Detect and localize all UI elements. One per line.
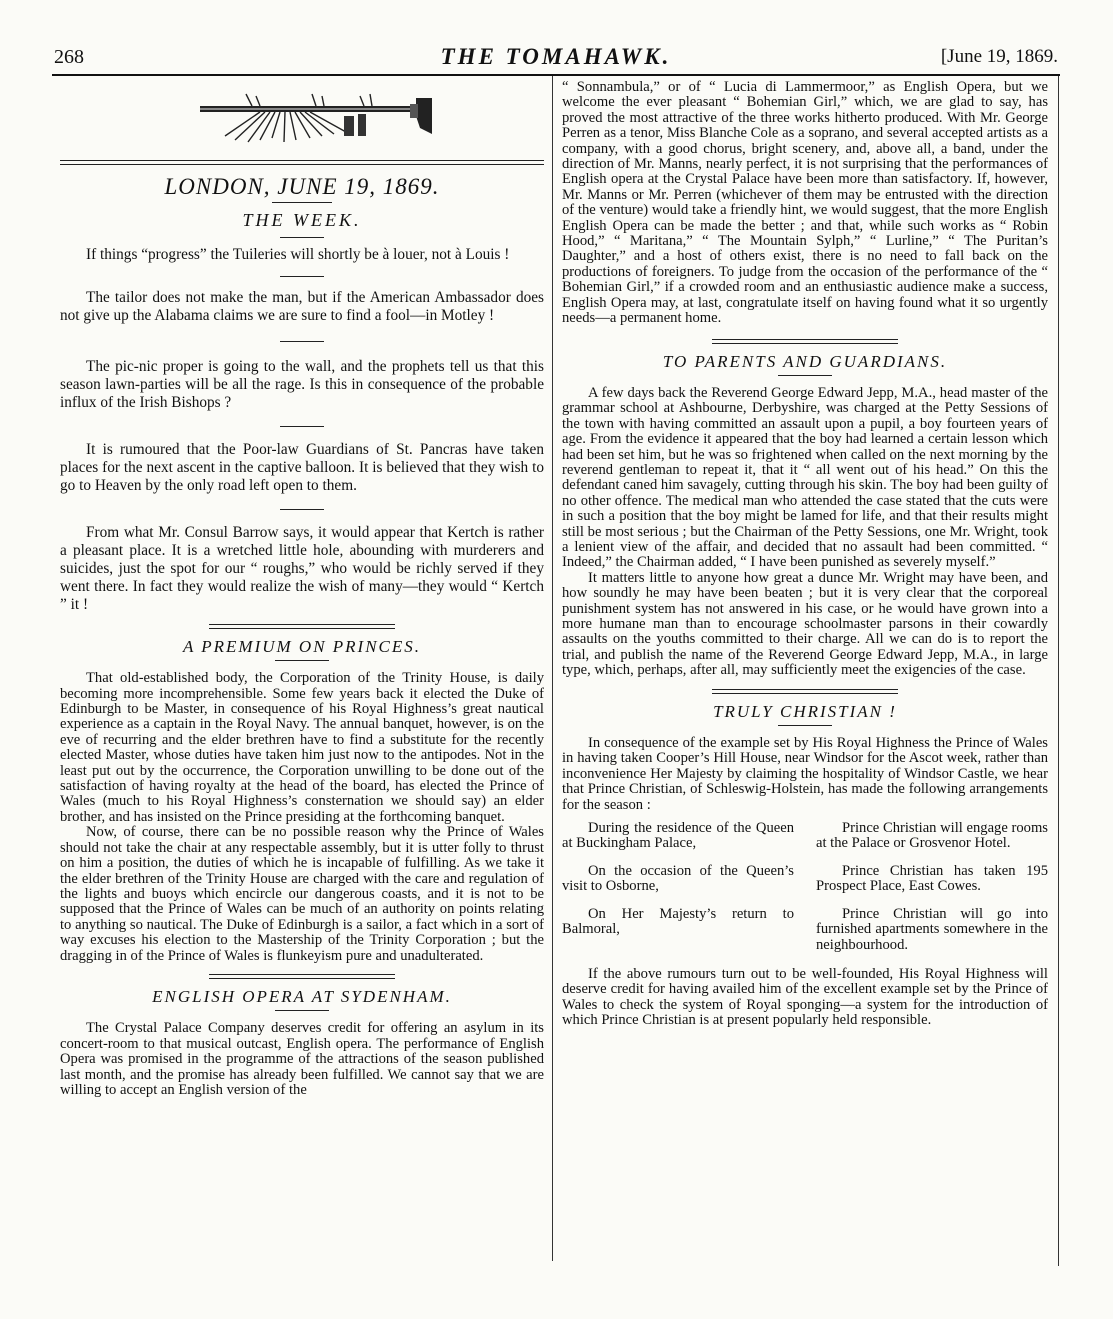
right-column	[562, 80, 1048, 1029]
arrangements-list	[562, 821, 1048, 953]
section-title-english-opera: ENGLISH OPERA AT SYDENHAM.	[152, 986, 452, 1006]
short-rule	[280, 341, 324, 342]
week-item: The tailor does not make the man, but if the American Ambassador does not give up the Alabama claims we are sure to find a fool—in Motley !	[60, 288, 544, 324]
double-rule	[712, 339, 898, 344]
article-paragraph: It matters little to anyone how great a dunce Mr. Wright may have been, and how soundly he may have been beaten ; but it is very clear that the corporeal punishment system has not answered in his case, or he would have grown into a more humane man than to encourage schoolmaster parsons in their cowardly assaults on the youths committed to their charge. All we can do is to report the trial, and publish the name of the Reverend George Edward Jepp, M.A., in large type, which, perhaps, after all, may sufficiently meet the exigencies of the case.	[562, 569, 1048, 679]
right-border	[1058, 76, 1059, 1266]
column-divider	[552, 76, 553, 1261]
arrangement-occasion: On Her Majesty’s return to Balmoral,	[562, 905, 794, 938]
article-paragraph: In consequence of the example set by His Royal Highness the Prince of Wales in having taken Cooper’s Hill House, near Windsor for the Ascot week, rather than inconvenience Her Majesty by claiming the hospitality of Windsor Castle, we hear that Prince Christian, of Schleswig-Holstein, has made the following arrangements for the season :	[562, 735, 1048, 813]
header-rule	[52, 74, 1060, 76]
week-item: From what Mr. Consul Barrow says, it would appear that Kertch is rather a pleasant place. It is a wretched little hole, abounding with murderers and suicides, just the spot for our “ roughs,” who would be richly served if they went there. In fact they would realize the wish of many—they would “ Kertch ” it !	[60, 523, 544, 613]
section-title-parents-and-guardians: TO PARENTS AND GUARDIANS.	[662, 351, 948, 371]
short-rule	[275, 1010, 329, 1011]
week-item: It is rumoured that the Poor-law Guardians of St. Pancras have taken places for the next ascent in the captive balloon. It is believed that they wish to go to Heaven by the only road left open to them.	[60, 440, 544, 494]
masthead-title: THE TOMAHAWK.	[440, 44, 672, 69]
page-number: 268	[54, 46, 84, 68]
newspaper-page	[52, 38, 1060, 1266]
article-paragraph: The Crystal Palace Company deserves credit for offering an asylum in its concert-room to that musical outcast, English opera. The performance of English Opera was promised in the programme of the attractions of the season published last month, and the promise has already been fulfilled. We cannot say that we are willing to accept an English version of the	[60, 1020, 544, 1098]
issue-date: [June 19, 1869.	[940, 46, 1058, 67]
article-paragraph: A few days back the Reverend George Edward Jepp, M.A., head master of the grammar school at Ashbourne, Derbyshire, was charged at the Petty Sessions of the town with having committed an assault upon a pupil, a boy fourteen years of age. From the evidence it appeared that the boy had learned a certain lesson which had been set him, but he was so frightened when called on the next morning by the reverend gentleman to repeat it, that it “ all went out of his head.” On this the defendant caned him savagely, cutting through his skin. The boy had been guilty of no other offence. The medical man who attended the case stated that the cuts were in such a position that the boy might be lamed for life, and that their results might still be most serious ; but the Chairman of the Petty Sessions, one Mr. Wright, took a lenient view of the affair, and decided that no assault had been committed. “ Indeed,” the Chairman added, “ I have been punished as severely myself.”	[562, 384, 1048, 571]
arrangement-plan: Prince Christian has taken 195 Prospect Place, East Cowes.	[816, 862, 1048, 895]
article-paragraph: If the above rumours turn out to be well-founded, His Royal Highness will deserve credit for having availed him of the excellent example set by the Prince of Wales to check the system of Royal sponging—a system for the introduction of which Prince Christian is at present popularly held responsible.	[562, 965, 1048, 1029]
dateline: LONDON, JUNE 19, 1869.	[164, 174, 440, 199]
short-rule	[280, 426, 324, 427]
short-rule	[280, 276, 324, 277]
page-header	[52, 38, 1060, 72]
arrangement-plan: Prince Christian will engage rooms at the Palace or Grosvenor Hotel.	[816, 820, 1048, 852]
short-rule	[272, 202, 332, 203]
article-paragraph: “ Sonnambula,” or of “ Lucia di Lammermoor,” as English Opera, but we welcome the ever pleasant “ Bohemian Girl,” which, we are glad to say, has proved the most attractive of the three works hitherto produced. With Mr. George Perren as a tenor, Miss Blanche Cole as a soprano, and several accepted artists as a company, with a good chorus, bright scenery, and, above all, a band, under the direction of Mr. Manns, nearly perfect, it is not surprising that the performances of English opera at the Crystal Palace have been more than satisfactory. If, however, Mr. Manns or Mr. Perren (whichever of them may be entrusted with the direction of the venture) would take a friendly hint, we would suggest, that the more English English Opera can be made the better ; and that, while such works as “ Robin Hood,” “ Maritana,” “ The Mountain Sylph,” “ Lurline,” “ The Puritan’s Daughter,” and a host of others exist, there is no need to fall back on the productions of foreigners. To judge from the occasion of the performance of the “ Bohemian Girl,” if a crowded room and an enthusiastic audience make a success, English Opera may, at last, congratulate itself on having found what it so urgently needs—a permanent home.	[562, 79, 1048, 327]
left-column	[60, 84, 544, 1098]
section-title-the-week: THE WEEK.	[242, 210, 362, 231]
arrangement-occasion: During the residence of the Queen at Buckingham Palace,	[562, 820, 794, 852]
short-rule	[778, 375, 832, 376]
short-rule	[280, 509, 324, 510]
section-title-truly-christian: TRULY CHRISTIAN !	[713, 701, 897, 721]
double-rule	[60, 160, 544, 165]
double-rule	[209, 974, 395, 979]
double-rule	[712, 689, 898, 694]
section-title-premium-on-princes: A PREMIUM ON PRINCES.	[182, 636, 422, 656]
tomahawk-emblem-icon	[60, 84, 544, 156]
article-paragraph: Now, of course, there can be no possible reason why the Prince of Wales should not take the chair at any respectable assembly, but it is utter folly to thrust on him a position, the duties of which he is incapable of fulfilling. As we take it the elder brethren of the Trinity House are charged with the care and regulation of the lights and buoys which encircle our dangerous coasts, and it is not to be supposed that the Prince of Wales can be much of an authority on points relating to anything so nautical. The Duke of Edinburgh is a sailor, a fact which in a sort of way excuses his election to the Mastership of the Trinity Corporation ; but the dragging in of the Prince of Wales is flunkeyism pure and unadulterated.	[60, 824, 544, 964]
article-paragraph: That old-established body, the Corporation of the Trinity House, is daily becoming more incomprehensible. Some few years back it elected the Duke of Edinburgh to be Master, in consequence of his Royal Highness’s great nautical experience as a captain in the Royal Navy. The annual banquet, however, is on the eve of recurring and the elder brethren have to find a substitute for the recently elected Master, whose duties have taken him just now to the antipodes. Not in the least put out by the occurrence, the Corporation unwilling to be done out of the satisfaction of having royalty at the head of the board, has elected the Prince of Wales (much to his Royal Highness’s consternation we should say) an elder brother, and has insisted on the Prince presiding at the forthcoming banquet.	[60, 670, 544, 825]
tomahawk-illustration	[60, 84, 544, 156]
short-rule	[778, 725, 832, 726]
arrangement-plan: Prince Christian will go into furnished apartments somewhere in the neighbourhood.	[816, 905, 1048, 953]
double-rule	[209, 624, 395, 629]
short-rule	[275, 660, 329, 661]
arrangement-occasion: On the occasion of the Queen’s visit to Osborne,	[562, 862, 794, 895]
short-rule	[280, 237, 324, 238]
week-item: The pic-nic proper is going to the wall, and the prophets tell us that this season lawn-parties will be all the rage. Is this in consequence of the probable influx of the Irish Bishops ?	[60, 357, 544, 411]
week-item: If things “progress” the Tuileries will shortly be à louer, not à Louis !	[86, 245, 510, 263]
